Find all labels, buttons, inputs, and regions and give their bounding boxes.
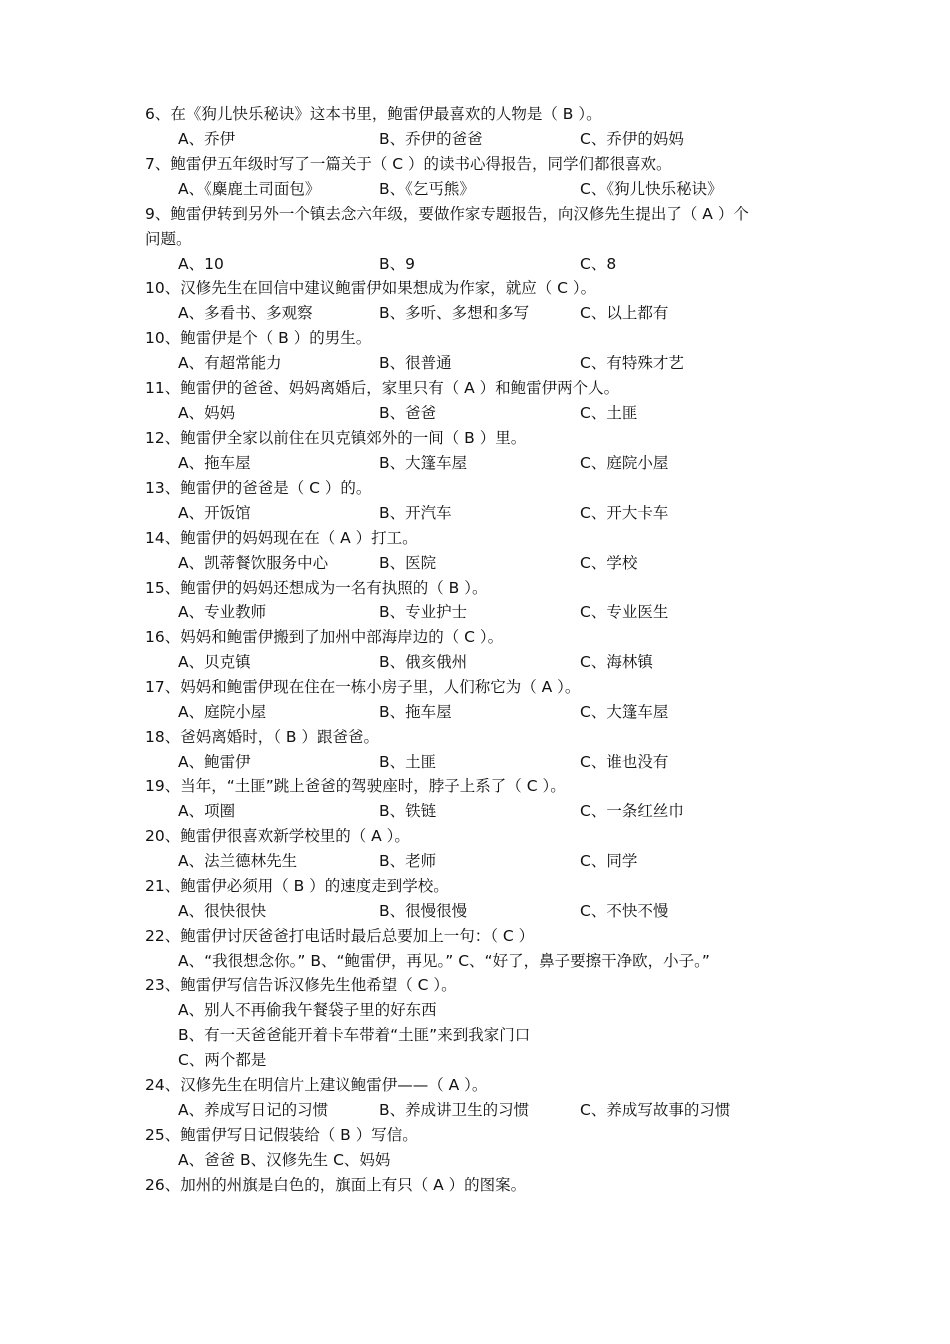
option-c: C、养成写故事的习惯 [580, 1101, 731, 1119]
option-a: A、鲍雷伊 [178, 753, 251, 771]
question-26: 26、加州的州旗是白色的，旗面上有只（ A ）的图案。 [145, 1176, 527, 1194]
option-a: A、很快很快 [178, 902, 267, 920]
option-a: A、有超常能力 [178, 354, 282, 372]
option-c: C、谁也没有 [580, 753, 669, 771]
question-23: 23、鲍雷伊写信告诉汉修先生他希望（ C ）。 [145, 976, 457, 994]
option-b: B、大篷车屋 [379, 454, 468, 472]
option-a: A、别人不再偷我午餐袋子里的好东西 [178, 1001, 437, 1019]
question-16: 16、妈妈和鲍雷伊搬到了加州中部海岸边的（ C ）。 [145, 628, 504, 646]
option-c: C、庭院小屋 [580, 454, 669, 472]
option-c: C、同学 [580, 852, 638, 870]
question-21: 21、鲍雷伊必须用（ B ）的速度走到学校。 [145, 877, 449, 895]
option-b: B、医院 [379, 554, 437, 572]
option-a: A、妈妈 [178, 404, 236, 422]
option-c: C、土匪 [580, 404, 638, 422]
option-a: A、乔伊 [178, 130, 236, 148]
option-c: C、一条红丝巾 [580, 802, 684, 820]
option-b: B、很普通 [379, 354, 452, 372]
option-b: B、土匪 [379, 753, 437, 771]
option-b: B、多听、多想和多写 [379, 304, 530, 322]
option-b: B、乔伊的爸爸 [379, 130, 483, 148]
option-c: C、不快不慢 [580, 902, 669, 920]
option-b: B、专业护士 [379, 603, 468, 621]
option-a: A、《麋鹿土司面包》 [178, 180, 321, 198]
option-b: B、老师 [379, 852, 437, 870]
option-b: B、俄亥俄州 [379, 653, 468, 671]
option-a: A、多看书、多观察 [178, 304, 313, 322]
question-19: 19、当年，“土匪”跳上爸爸的驾驶座时，脖子上系了（ C ）。 [145, 777, 566, 795]
question-10b: 10、鲍雷伊是个（ B ）的男生。 [145, 329, 372, 347]
option-b: B、9 [379, 255, 415, 273]
question-14: 14、鲍雷伊的妈妈现在在（ A ）打工。 [145, 529, 418, 547]
option-b: B、养成讲卫生的习惯 [379, 1101, 530, 1119]
question-12: 12、鲍雷伊全家以前住在贝克镇郊外的一间（ B ）里。 [145, 429, 527, 447]
option-c: C、乔伊的妈妈 [580, 130, 684, 148]
option-b: B、拖车屋 [379, 703, 452, 721]
option-a: A、拖车屋 [178, 454, 251, 472]
options-line: A、“我很想念你。” B、“鲍雷伊，再见。” C、“好了，鼻子要擦干净欧，小子。” [178, 952, 710, 970]
option-c: C、以上都有 [580, 304, 669, 322]
option-b: B、有一天爸爸能开着卡车带着“土匪”来到我家门口 [178, 1026, 531, 1044]
question-17: 17、妈妈和鲍雷伊现在住在一栋小房子里，人们称它为（ A ）。 [145, 678, 581, 696]
option-c: C、学校 [580, 554, 638, 572]
option-b: B、很慢很慢 [379, 902, 468, 920]
option-a: A、专业教师 [178, 603, 267, 621]
option-a: A、贝克镇 [178, 653, 251, 671]
options-line: A、爸爸 B、汉修先生 C、妈妈 [178, 1151, 391, 1169]
question-15: 15、鲍雷伊的妈妈还想成为一名有执照的（ B ）。 [145, 579, 488, 597]
option-a: A、10 [178, 255, 224, 273]
option-a: A、项圈 [178, 802, 236, 820]
option-a: A、庭院小屋 [178, 703, 267, 721]
question-7: 7、鲍雷伊五年级时写了一篇关于（ C ）的读书心得报告，同学们都很喜欢。 [145, 155, 672, 173]
question-9: 9、鲍雷伊转到另外一个镇去念六年级，要做作家专题报告，向汉修先生提出了（ A ）个 [145, 205, 749, 223]
option-b: B、爸爸 [379, 404, 437, 422]
option-c: C、大篷车屋 [580, 703, 669, 721]
option-c: C、开大卡车 [580, 504, 669, 522]
question-11: 11、鲍雷伊的爸爸、妈妈离婚后，家里只有（ A ）和鲍雷伊两个人。 [145, 379, 620, 397]
question-13: 13、鲍雷伊的爸爸是（ C ）的。 [145, 479, 372, 497]
option-c: C、专业医生 [580, 603, 669, 621]
question-10: 10、汉修先生在回信中建议鲍雷伊如果想成为作家，就应（ C ）。 [145, 279, 597, 297]
option-a: A、开饭馆 [178, 504, 251, 522]
question-22: 22、鲍雷伊讨厌爸爸打电话时最后总要加上一句：（ C ） [145, 927, 535, 945]
option-b: B、开汽车 [379, 504, 452, 522]
question-6: 6、在《狗儿快乐秘诀》这本书里，鲍雷伊最喜欢的人物是（ B ）。 [145, 105, 602, 123]
option-c: C、海林镇 [580, 653, 653, 671]
question-25: 25、鲍雷伊写日记假装给（ B ）写信。 [145, 1126, 418, 1144]
option-a: A、养成写日记的习惯 [178, 1101, 329, 1119]
question-20: 20、鲍雷伊很喜欢新学校里的（ A ）。 [145, 827, 410, 845]
option-b: B、《乞丐熊》 [379, 180, 475, 198]
option-a: A、法兰德林先生 [178, 852, 298, 870]
option-c: C、两个都是 [178, 1051, 267, 1069]
option-a: A、凯蒂餐饮服务中心 [178, 554, 329, 572]
option-c: C、《狗儿快乐秘诀》 [580, 180, 723, 198]
question-9-continued: 问题。 [145, 230, 192, 248]
question-18: 18、爸妈离婚时，（ B ）跟爸爸。 [145, 728, 379, 746]
option-c: C、8 [580, 255, 617, 273]
question-24: 24、汉修先生在明信片上建议鲍雷伊——（ A ）。 [145, 1076, 488, 1094]
option-b: B、铁链 [379, 802, 437, 820]
option-c: C、有特殊才艺 [580, 354, 684, 372]
